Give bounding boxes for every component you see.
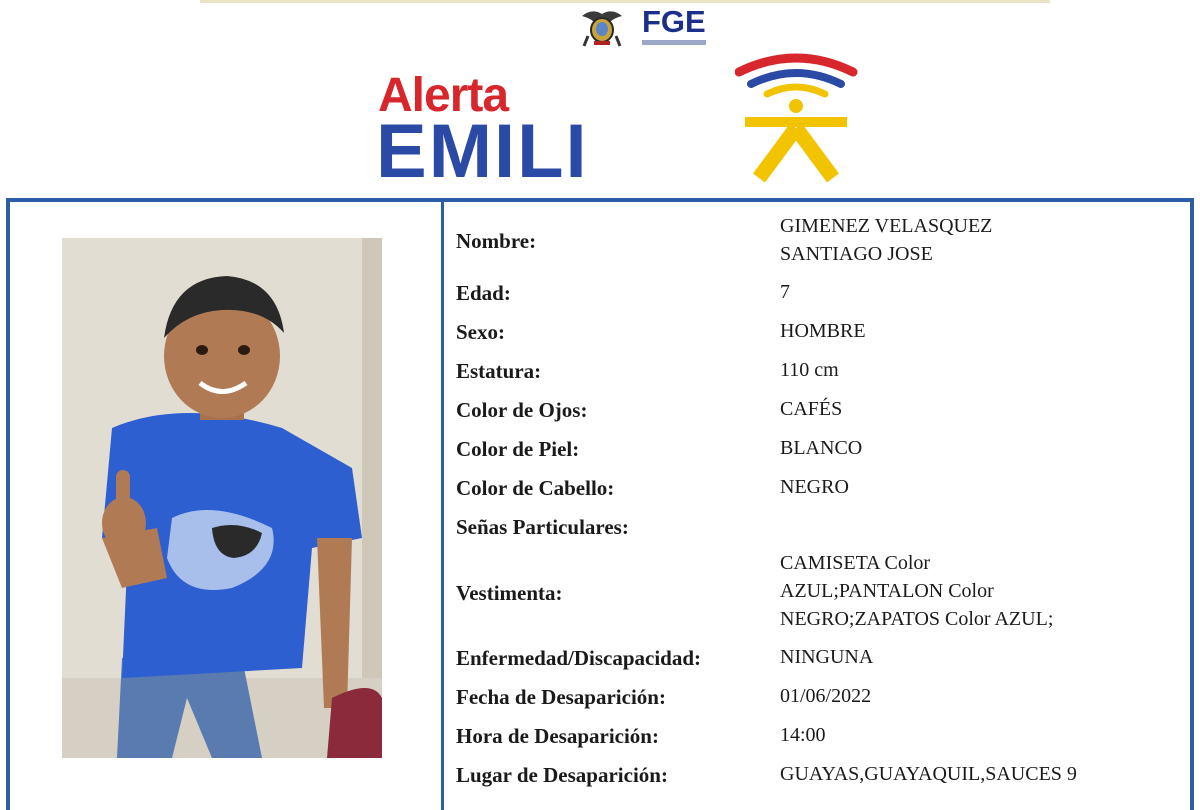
label-estatura: Estatura: — [456, 359, 542, 383]
label-enfermedad: Enfermedad/Discapacidad: — [456, 646, 702, 670]
value-hora-desaparicion: 14:00 — [780, 724, 826, 746]
label-lugar-desaparicion: Lugar de Desaparición: — [456, 763, 668, 787]
label-hora-desaparicion: Hora de Desaparición: — [456, 724, 659, 748]
child-portrait-illustration — [62, 238, 382, 758]
fge-subtitle-bar — [642, 40, 706, 45]
label-color-cabello: Color de Cabello: — [456, 476, 615, 500]
value-color-piel: BLANCO — [780, 437, 863, 459]
value-fecha-desaparicion: 01/06/2022 — [780, 685, 872, 707]
alerta-emilia-logo — [376, 50, 858, 194]
value-sexo: HOMBRE — [780, 320, 866, 342]
label-color-ojos: Color de Ojos: — [456, 398, 588, 422]
label-sexo: Sexo: — [456, 320, 505, 344]
card-divider — [441, 200, 444, 810]
person-signal-icon — [735, 50, 858, 182]
label-senas-particulares: Señas Particulares: — [456, 515, 629, 539]
logo-alerta-word: Alerta — [378, 69, 509, 122]
logo-emilia-word: EMILI — [376, 109, 589, 194]
label-color-piel: Color de Piel: — [456, 437, 580, 461]
fge-header — [578, 6, 718, 50]
ecuador-coat-of-arms-icon — [578, 6, 626, 48]
value-nombre-line1: GIMENEZ VELASQUEZ — [780, 215, 993, 237]
top-strip — [200, 0, 1050, 3]
value-vestimenta-line2: AZUL;PANTALON Color — [780, 580, 994, 602]
value-lugar-desaparicion: GUAYAS,GUAYAQUIL,SAUCES 9 — [780, 763, 1077, 785]
label-fecha-desaparicion: Fecha de Desaparición: — [456, 685, 666, 709]
label-vestimenta: Vestimenta: — [456, 581, 563, 605]
value-vestimenta-line1: CAMISETA Color — [780, 552, 931, 574]
label-nombre: Nombre: — [456, 229, 537, 253]
value-color-cabello: NEGRO — [780, 476, 849, 498]
value-color-ojos: CAFÉS — [780, 398, 843, 420]
value-enfermedad: NINGUNA — [780, 646, 874, 668]
value-edad: 7 — [780, 281, 790, 303]
value-vestimenta-line3: NEGRO;ZAPATOS Color AZUL; — [780, 608, 1054, 630]
value-nombre-line2: SANTIAGO JOSE — [780, 243, 933, 265]
missing-child-photo — [62, 238, 382, 758]
label-edad: Edad: — [456, 281, 511, 305]
fge-logo-text: FGE — [642, 4, 706, 39]
value-estatura: 110 cm — [780, 359, 839, 381]
